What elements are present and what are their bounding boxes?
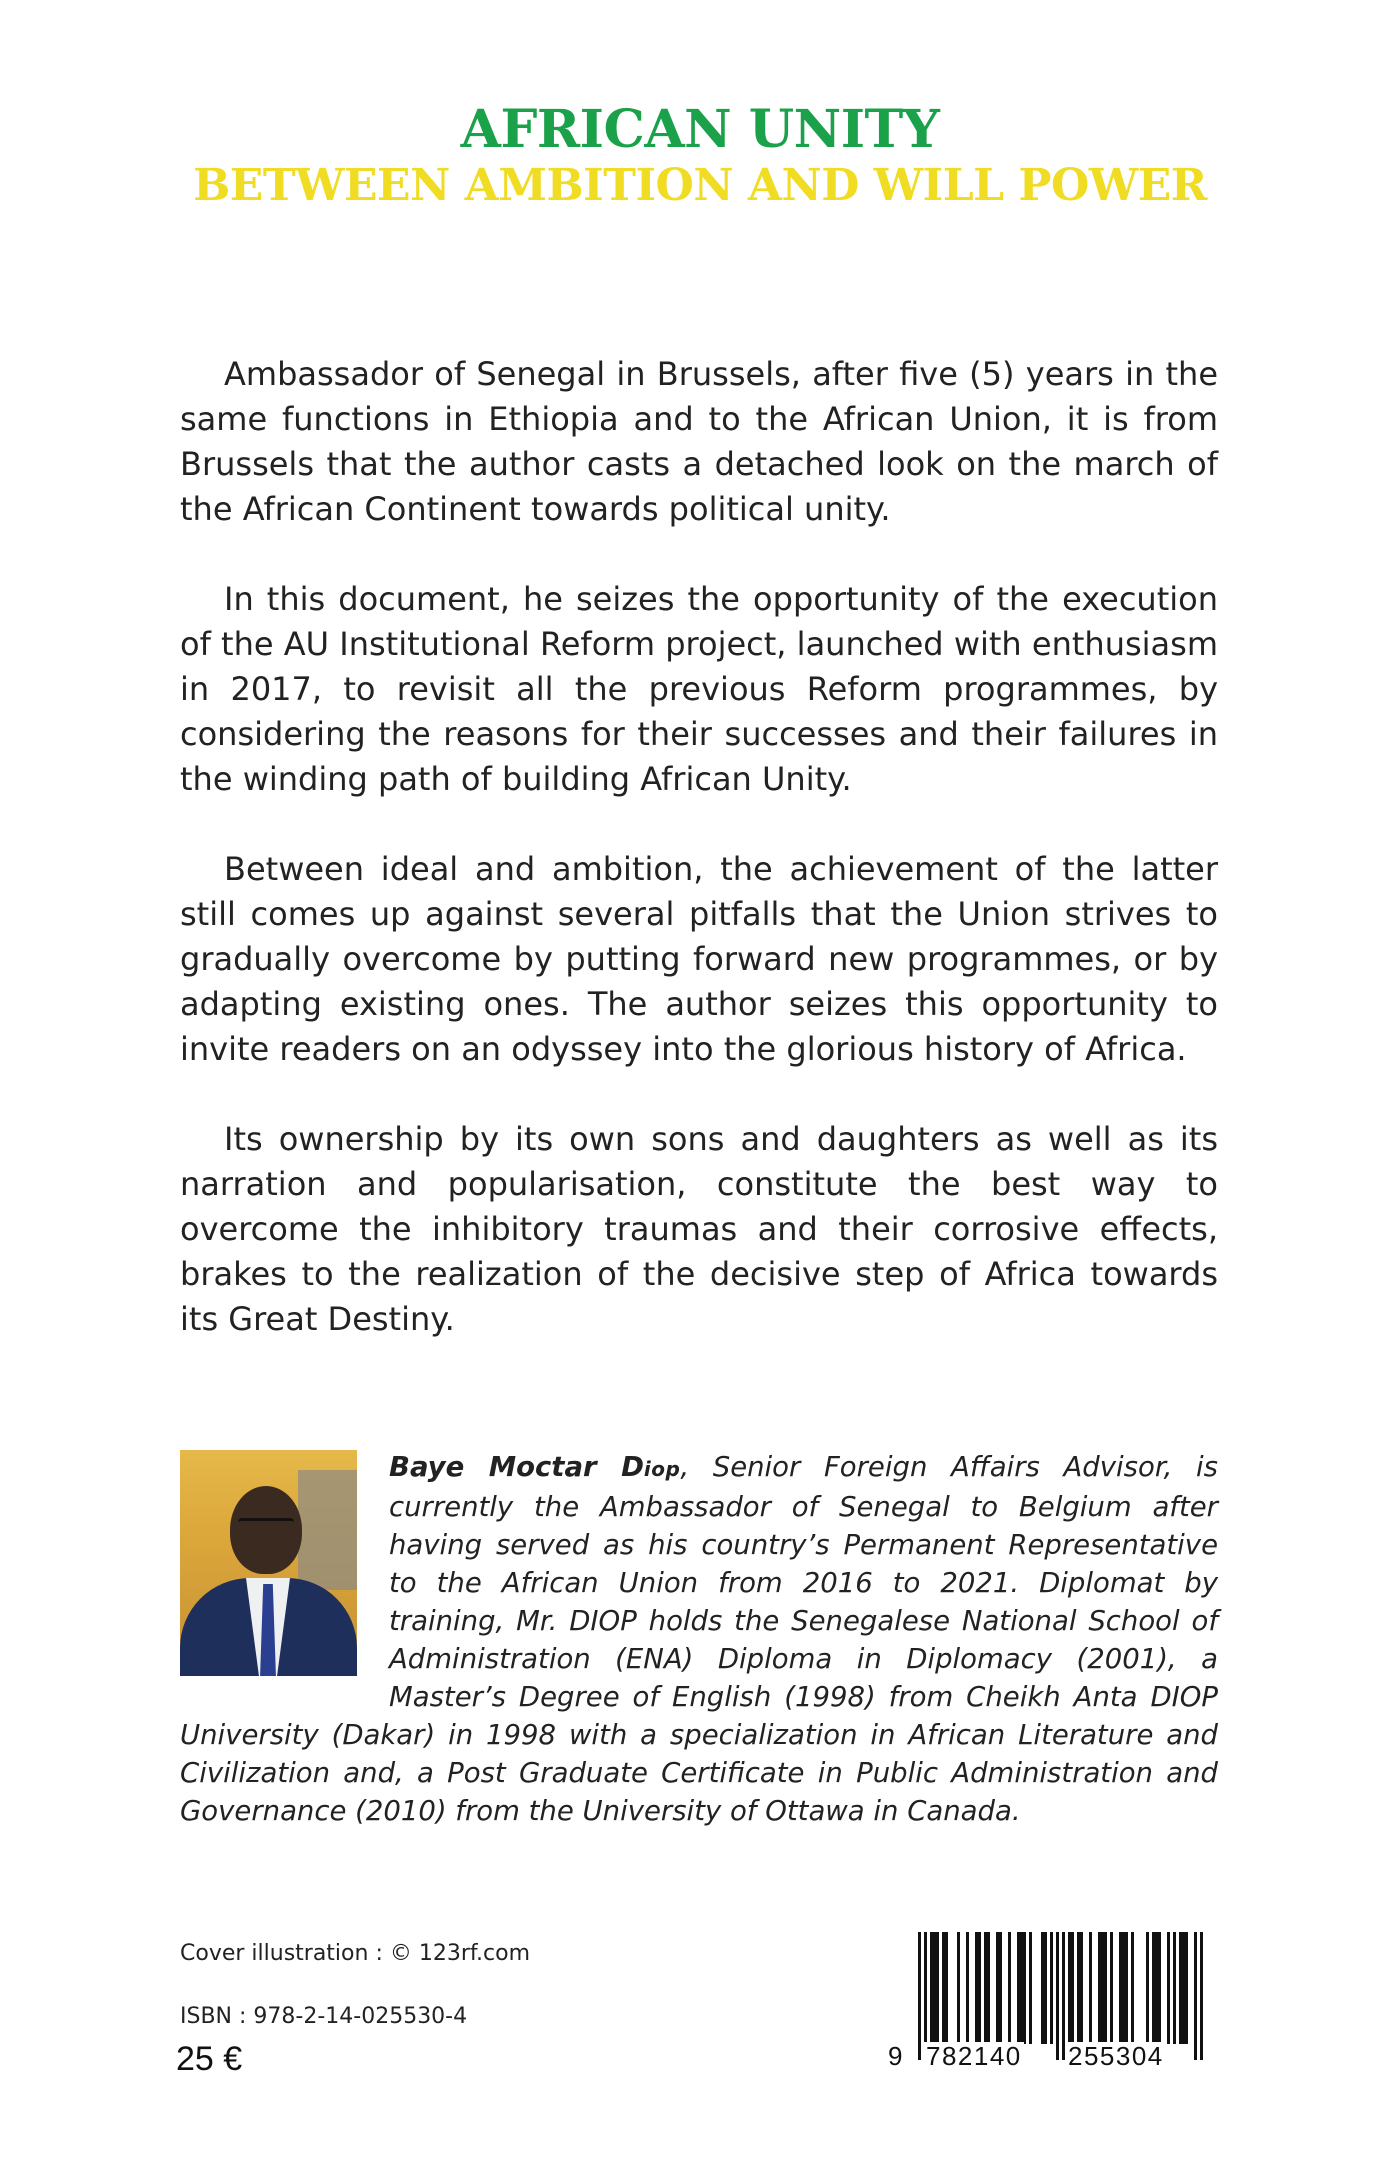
barcode-bar	[933, 1932, 936, 2044]
barcode-right-digits: 255304	[1068, 2041, 1164, 2071]
barcode-bar	[1071, 1932, 1074, 2044]
barcode-bar	[1023, 1932, 1026, 2044]
barcode-left-digits: 782140	[926, 2041, 1022, 2071]
author-name: Baye Moctar Diop	[389, 1451, 681, 1483]
barcode-bar	[1077, 1932, 1080, 2044]
book-title-block	[0, 100, 1400, 214]
blurb-paragraph-1: Ambassador of Senegal in Brussels, after five (5) years in the same functions in Ethiopia and to the African Union, it is from Brussels that the author casts a detached look on the march of the African Continent towards political unity.	[180, 355, 1218, 528]
barcode-bar	[1068, 1932, 1071, 2044]
barcode-bar	[957, 1932, 960, 2044]
book-title: AFRICAN UNITY	[460, 99, 940, 160]
barcode-bar	[1050, 1932, 1053, 2044]
barcode-bar	[945, 1932, 948, 2044]
barcode-bar	[1110, 1932, 1113, 2044]
barcode-bar	[999, 1932, 1002, 2044]
blurb	[180, 352, 1218, 1387]
barcode-bar	[942, 1932, 945, 2044]
barcode-bar	[1146, 1932, 1149, 2044]
blurb-paragraph-4: Its ownership by its own sons and daughters as well as its narration and popularisation, constitute the best way to overcome the inhibitory traumas and their corrosive effects, brakes to the realization of the decisive step of Africa towards its Great Destiny.	[180, 1120, 1218, 1338]
barcode-bar	[1152, 1932, 1155, 2044]
barcode-bar	[978, 1932, 981, 2044]
barcode-bar	[1041, 1932, 1044, 2044]
author-bio-section	[180, 1448, 1218, 1830]
author-bio-text: , Senior Foreign Affairs Advisor, is currently the Ambassador of Senegal to Belgium after having served as his country’s Permanent Representative to the African Union from 2016 to 2021. Diplomat by training, Mr. DIOP holds the Senegalese National School of Administration (ENA) Diploma in Diplomacy (2001), a Master’s Degree of English (1998) from Cheikh Anta DIOP University (Dakar) in 1998 with a specialization in African Literature and Civilization and, a Post Graduate Certificate in Public Administration and Governance (2010) from the University of Ottawa in Canada.	[180, 1451, 1218, 1827]
barcode-bar	[1101, 1932, 1104, 2044]
barcode-bar	[975, 1932, 978, 2044]
barcode-bar	[1131, 1932, 1134, 2044]
book-subtitle: BETWEEN AMBITION AND WILL POWER	[193, 160, 1207, 211]
barcode-bar	[987, 1932, 990, 2044]
author-photo	[180, 1450, 357, 1676]
barcode-bar	[1122, 1932, 1125, 2044]
barcode-bar	[1179, 1932, 1182, 2044]
barcode-bar	[1200, 1932, 1203, 2060]
barcode-bar	[1185, 1932, 1188, 2044]
barcode-bar	[1056, 1932, 1059, 2060]
barcode-bar	[1017, 1932, 1020, 2044]
barcode-bar	[1080, 1932, 1083, 2044]
barcode-bar	[984, 1932, 987, 2044]
barcode-bar	[936, 1932, 939, 2044]
barcode-bar	[1182, 1932, 1185, 2044]
barcode-bar	[1044, 1932, 1047, 2044]
barcode-bar	[1158, 1932, 1161, 2044]
barcode-bar	[1029, 1932, 1032, 2044]
barcode-bar	[918, 1932, 921, 2060]
barcode-bar	[1020, 1932, 1023, 2044]
barcode-bar	[966, 1932, 969, 2044]
blurb-paragraph-2: In this document, he seizes the opportunity of the execution of the AU Institutional Reform project, launched with enthusiasm in 2017, to revisit all the previous Reform programmes, by considering the reasons for their successes and their failures in the winding path of building African Unity.	[180, 580, 1218, 798]
barcode-bar	[1089, 1932, 1092, 2044]
barcode-bar	[1104, 1932, 1107, 2044]
isbn: ISBN : 978-2-14-025530-4	[180, 2004, 468, 2029]
barcode-bar	[1173, 1932, 1176, 2044]
barcode-bar	[1194, 1932, 1197, 2060]
barcode-bar	[996, 1932, 999, 2044]
cover-illustration-credit: Cover illustration : © 123rf.com	[180, 1941, 531, 1966]
barcode-bar	[1167, 1932, 1170, 2044]
barcode-lead-digit: 9	[888, 2041, 904, 2071]
price: 25 €	[176, 2040, 243, 2078]
barcode-bar	[1008, 1932, 1011, 2044]
barcode-bar	[1155, 1932, 1158, 2044]
barcode-bar	[1098, 1932, 1101, 2044]
barcode-bar	[1119, 1932, 1122, 2044]
barcode-bar	[1125, 1932, 1128, 2044]
barcode-bar	[930, 1932, 933, 2044]
isbn-barcode	[888, 1932, 1218, 2070]
blurb-paragraph-3: Between ideal and ambition, the achievement of the latter still comes up against several pitfalls that the Union strives to gradually overcome by putting forward new programmes, or by adapting existing ones. The author seizes this opportunity to invite readers on an odyssey into the glorious history of Africa.	[180, 850, 1218, 1068]
barcode-bar	[1062, 1932, 1065, 2060]
